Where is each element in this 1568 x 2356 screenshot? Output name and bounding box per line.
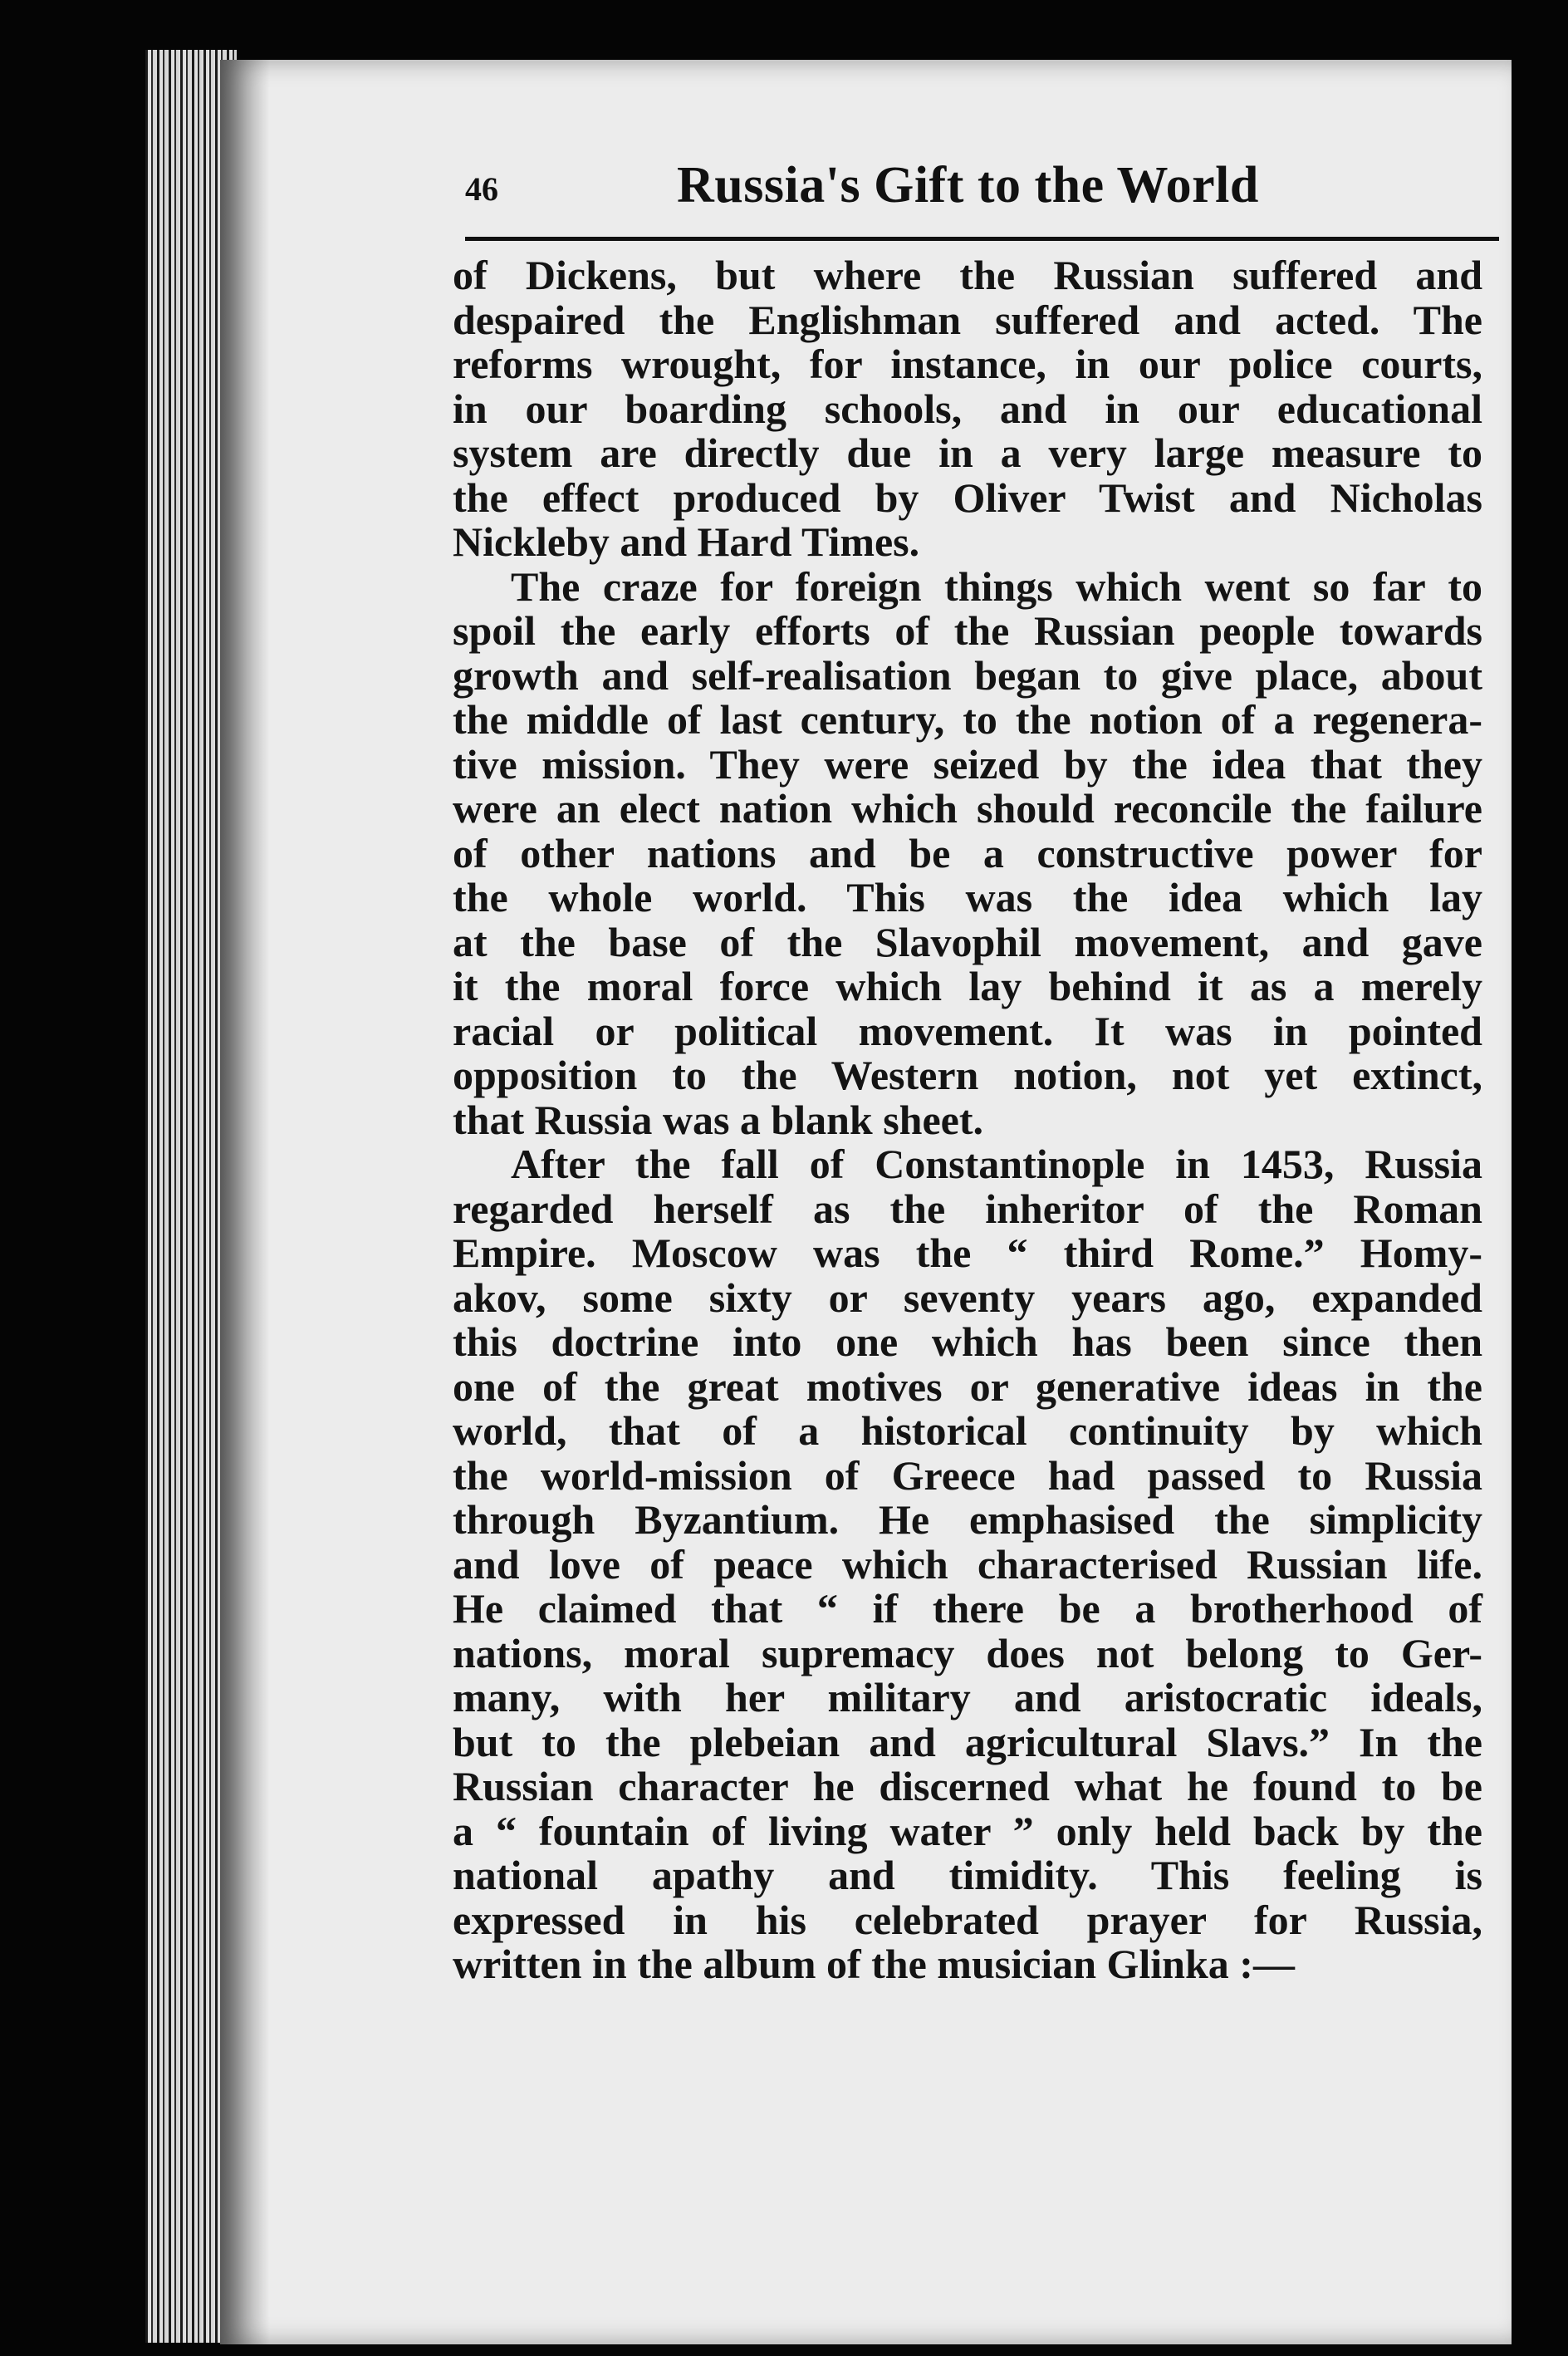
text-line: many, with her military and aristocratic ideals, (453, 1674, 1482, 1720)
text-line: Empire. Moscow was the “ third Rome.” Homy- (453, 1230, 1482, 1276)
gutter-shadow (220, 60, 270, 2344)
text-line: despaired the Englishman suffered and acted. The (453, 296, 1482, 343)
body-text (453, 253, 1482, 1987)
text-line: of other nations and be a constructive power for (453, 829, 1482, 876)
text-line: opposition to the Western notion, not yet extinct, (453, 1052, 1482, 1098)
text-line: Nickleby and Hard Times. (453, 518, 920, 565)
text-line: but to the plebeian and agricultural Slavs.” In the (453, 1718, 1482, 1765)
paragraph-2 (453, 562, 1482, 1143)
text-line: at the base of the Slavophil movement, and gave (453, 918, 1482, 965)
text-line: expressed in his celebrated prayer for Russia, (453, 1896, 1482, 1943)
text-line: of Dickens, but where the Russian suffered and (453, 252, 1482, 298)
text-line: growth and self-realisation began to give place, about (453, 651, 1482, 699)
text-line: were an elect nation which should reconcile the failure (453, 785, 1482, 832)
text-line: tive mission. They were seized by the idea that they (453, 740, 1482, 788)
text-line: the effect produced by Oliver Twist and Nicholas (453, 474, 1482, 521)
text-line: this doctrine into one which has been since then (453, 1318, 1482, 1365)
text-line: that Russia was a blank sheet. (453, 1096, 984, 1143)
text-line: the world-mission of Greece had passed to Russia (453, 1451, 1482, 1499)
text-line: world, that of a historical continuity by which (453, 1407, 1482, 1454)
paragraph-1 (453, 253, 1482, 565)
text-line: system are directly due in a very large measure to (453, 429, 1482, 476)
text-line: regarded herself as the inheritor of the Roman (453, 1185, 1482, 1232)
text-line: He claimed that “ if there be a brotherhood of (453, 1585, 1482, 1632)
header-rule (465, 237, 1499, 241)
text-line: in our boarding schools, and in our educational (453, 385, 1482, 432)
text-line: one of the great motives or generative ideas in the (453, 1362, 1482, 1410)
text-line: the middle of last century, to the notion of a regenera- (453, 696, 1482, 743)
text-line: After the fall of Constantinople in 1453, Russia (511, 1141, 1482, 1187)
page-number: 46 (465, 170, 498, 208)
text-line: the whole world. This was the idea which lay (453, 874, 1482, 920)
text-line: akov, some sixty or seventy years ago, expanded (453, 1274, 1482, 1321)
text-line: spoil the early efforts of the Russian people towards (453, 607, 1482, 654)
text-line: Russian character he discerned what he found to be (453, 1763, 1482, 1809)
text-line: written in the album of the musician Glinka :— (453, 1941, 1295, 1987)
page-header (465, 156, 1495, 239)
text-line: national apathy and timidity. This feeling is (453, 1852, 1482, 1898)
running-title: Russia's Gift to the World (677, 157, 1259, 214)
text-line: it the moral force which lay behind it as a merely (453, 963, 1482, 1009)
text-line: The craze for foreign things which went so far to (511, 562, 1482, 610)
text-line: reforms wrought, for instance, in our police courts, (453, 341, 1482, 387)
text-line: nations, moral supremacy does not belong to Ger- (453, 1629, 1482, 1676)
paragraph-3 (453, 1142, 1482, 1987)
text-line: and love of peace which characterised Russian life. (453, 1540, 1482, 1588)
text-line: through Byzantium. He emphasised the simplicity (453, 1496, 1482, 1543)
text-line: racial or political movement. It was in pointed (453, 1007, 1482, 1054)
text-line: a “ fountain of living water ” only held back by the (453, 1807, 1482, 1854)
